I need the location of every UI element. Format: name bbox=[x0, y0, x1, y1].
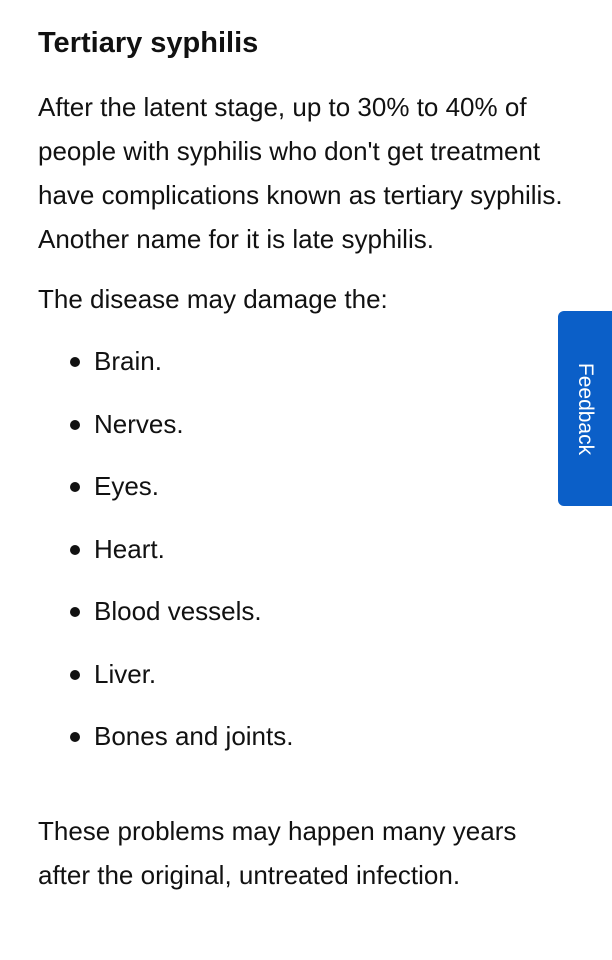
feedback-label: Feedback bbox=[574, 362, 597, 455]
list-item-label: Brain. bbox=[94, 346, 162, 376]
bullet-icon bbox=[70, 482, 80, 492]
bullet-icon bbox=[70, 607, 80, 617]
article-content bbox=[38, 22, 563, 897]
list-item-label: Eyes. bbox=[94, 471, 160, 501]
list-item bbox=[38, 402, 563, 446]
list-item bbox=[38, 339, 563, 383]
list-item-label: Heart. bbox=[94, 533, 165, 564]
list-item-label: Blood vessels. bbox=[94, 596, 262, 626]
list-lead-text: The disease may damage the: bbox=[38, 284, 388, 314]
bullet-icon bbox=[70, 670, 80, 680]
bullet-icon bbox=[70, 732, 80, 742]
list-item bbox=[38, 464, 563, 508]
bullet-icon bbox=[70, 420, 80, 430]
section-heading: Tertiary syphilis bbox=[38, 27, 259, 59]
list-item bbox=[38, 714, 563, 758]
intro-paragraph: After the latent stage, up to 30% to 40% of people with syphilis who don't get treatment have complications known as tertiary syphilis. Another name for it is late syphilis. bbox=[38, 92, 563, 254]
list-item-label: Nerves. bbox=[94, 408, 184, 439]
list-item-label: Liver. bbox=[94, 658, 157, 689]
list-item bbox=[38, 652, 563, 696]
list-item bbox=[38, 527, 563, 571]
closing-paragraph: These problems may happen many years after the original, untreated infection. bbox=[38, 816, 517, 890]
feedback-button[interactable] bbox=[558, 311, 612, 506]
bullet-icon bbox=[70, 545, 80, 555]
list-item-label: Bones and joints. bbox=[94, 721, 294, 751]
bullet-icon bbox=[70, 357, 80, 367]
list-item bbox=[38, 589, 563, 633]
affected-body-parts-list bbox=[38, 339, 563, 758]
